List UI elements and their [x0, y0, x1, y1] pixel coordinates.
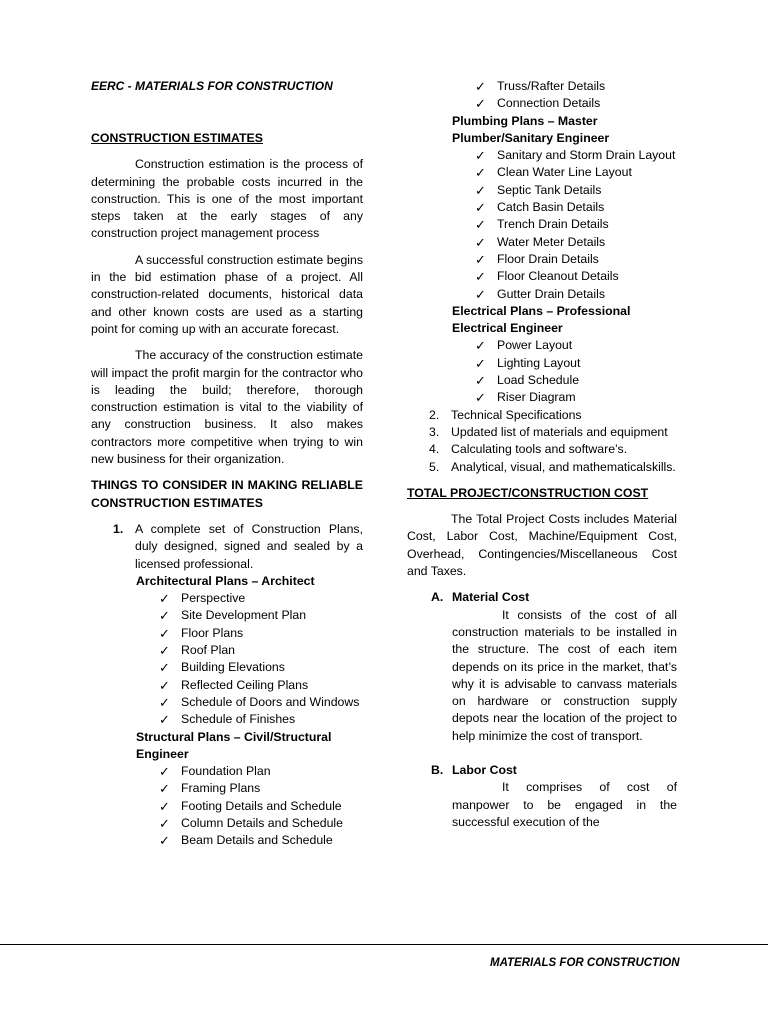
checklist-item [407, 268, 677, 285]
check-mark-icon: ✓ [475, 390, 486, 406]
checklist-item-text: Catch Basin Details [497, 200, 605, 215]
checklist-item [91, 659, 363, 676]
check-mark-icon: ✓ [159, 694, 170, 710]
numbered-item [407, 459, 677, 476]
checklist-item-text: Power Layout [497, 338, 573, 353]
checklist-item [91, 832, 363, 849]
checklist-item [407, 251, 677, 268]
paragraph-labor-cost: It comprises of cost of manpower to be engaged in the successful execution of the [452, 780, 677, 829]
checklist-item [91, 607, 363, 624]
subheading-title: Material Cost [452, 590, 530, 605]
checklist-item [91, 590, 363, 607]
checklist-architectural [91, 590, 363, 728]
checklist-item-text: Beam Details and Schedule [181, 833, 333, 848]
checklist-item-text: Trench Drain Details [497, 217, 609, 232]
paragraph: A successful construction estimate begins in the bid estimation phase of a project. All construction-related documents, historical data and other known costs are used as a starting point for coming up with an accurate forecast. [91, 252, 363, 336]
checklist-item [407, 372, 677, 389]
subheading-labor-cost [407, 762, 677, 779]
checklist-item [407, 216, 677, 233]
check-mark-icon: ✓ [475, 96, 486, 112]
checklist-item-text: Column Details and Schedule [181, 815, 344, 830]
checklist-item [407, 355, 677, 372]
numbered-item [407, 441, 677, 458]
check-mark-icon: ✓ [159, 781, 170, 797]
checklist-item-text: Clean Water Line Layout [497, 165, 632, 180]
check-mark-icon: ✓ [475, 148, 486, 164]
checklist-item-text: Sanitary and Storm Drain Layout [497, 148, 676, 163]
paragraph-material-cost: It consists of the cost of all construction materials to be installed in the structure. The cost of each item depends on its price in the market, that’s why it is advisable to canvass materials on hardware or construction supply depots near the location of the project to help minimize the cost of transport. [452, 607, 677, 743]
check-mark-icon: ✓ [159, 625, 170, 641]
checklist-item-text: Load Schedule [497, 373, 580, 388]
numbered-item-1 [91, 521, 363, 573]
check-mark-icon: ✓ [475, 79, 486, 94]
check-mark-icon: ✓ [475, 251, 486, 267]
checklist-item [91, 780, 363, 797]
check-mark-icon: ✓ [475, 200, 486, 216]
page-footer: MATERIALS FOR CONSTRUCTION [490, 957, 680, 969]
checklist-item-text: Connection Details [497, 96, 601, 111]
numbered-list [407, 407, 677, 476]
check-mark-icon: ✓ [475, 234, 486, 250]
check-mark-icon: ✓ [475, 355, 486, 371]
checklist-item [407, 389, 677, 406]
checklist-item-text: Floor Plans [181, 625, 244, 640]
checklist-item [407, 78, 677, 95]
item-text: Updated list of materials and equipment [451, 424, 668, 439]
plan-heading-structural: Structural Plans – Civil/Structural Engineer [136, 729, 332, 761]
page-header: EERC - MATERIALS FOR CONSTRUCTION [91, 79, 333, 93]
item-text: Analytical, visual, and mathematicalskills. [451, 459, 676, 474]
checklist-item [407, 234, 677, 251]
checklist-item [407, 182, 677, 199]
paragraph: The Total Project Costs includes Material Cost, Labor Cost, Machine/Equipment Cost, Overhead, Contingencies/Miscellaneous Cost and Taxes. [407, 512, 677, 579]
plan-heading-electrical: Electrical Plans – Professional Electrical Engineer [452, 303, 631, 336]
numbered-item [407, 407, 677, 424]
subheading-letter: A. [431, 590, 444, 605]
checklist-structural [91, 763, 363, 849]
check-mark-icon: ✓ [475, 182, 486, 198]
section-title-construction-estimates: CONSTRUCTION ESTIMATES [91, 131, 263, 145]
checklist-plumbing [407, 147, 677, 303]
checklist-item-text: Foundation Plan [181, 764, 271, 779]
checklist-item [407, 95, 677, 112]
section-title-total-cost: TOTAL PROJECT/CONSTRUCTION COST [407, 485, 649, 500]
checklist-electrical [407, 337, 677, 406]
left-column [91, 130, 363, 850]
checklist-item-text: Footing Details and Schedule [181, 798, 342, 813]
checklist-item [91, 642, 363, 659]
check-mark-icon: ✓ [475, 286, 486, 302]
check-mark-icon: ✓ [159, 815, 170, 831]
checklist-item-text: Site Development Plan [181, 608, 307, 623]
check-mark-icon: ✓ [159, 608, 170, 624]
check-mark-icon: ✓ [475, 373, 486, 389]
item-number: 3. [429, 424, 440, 439]
check-mark-icon: ✓ [159, 677, 170, 693]
section-title-things-to-consider: THINGS TO CONSIDER IN MAKING RELIABLE CONSTRUCTION ESTIMATES [91, 478, 363, 510]
checklist-item-text: Floor Drain Details [497, 251, 599, 266]
subheading-letter: B. [431, 762, 444, 777]
checklist-structural-continued [407, 78, 677, 113]
check-mark-icon: ✓ [475, 338, 486, 354]
item-text: A complete set of Construction Plans, duly designed, signed and sealed by a licensed professional. [135, 521, 363, 571]
subheading-title: Labor Cost [452, 762, 517, 777]
checklist-item-text: Schedule of Doors and Windows [181, 694, 360, 709]
item-number: 4. [429, 442, 440, 457]
numbered-item [407, 424, 677, 441]
checklist-item [407, 147, 677, 164]
checklist-item [407, 164, 677, 181]
checklist-item-text: Septic Tank Details [497, 182, 602, 197]
checklist-item-text: Roof Plan [181, 643, 236, 658]
item-number: 1. [113, 521, 124, 536]
item-number: 5. [429, 459, 440, 474]
check-mark-icon: ✓ [159, 660, 170, 676]
plan-heading-plumbing: Plumbing Plans – Master Plumber/Sanitary Engineer [452, 113, 610, 145]
checklist-item [91, 625, 363, 642]
right-column [407, 78, 677, 831]
checklist-item-text: Schedule of Finishes [181, 712, 296, 727]
check-mark-icon: ✓ [159, 643, 170, 659]
checklist-item-text: Perspective [181, 591, 246, 606]
checklist-item [407, 337, 677, 354]
paragraph: Construction estimation is the process of determining the probable costs incurred in the construction. This is one of the most important steps taken at the early stages of any construction project management process [91, 157, 363, 241]
check-mark-icon: ✓ [159, 591, 170, 607]
check-mark-icon: ✓ [159, 712, 170, 728]
checklist-item-text: Framing Plans [181, 781, 261, 796]
checklist-item [91, 694, 363, 711]
check-mark-icon: ✓ [475, 217, 486, 233]
checklist-item-text: Reflected Ceiling Plans [181, 677, 309, 692]
check-mark-icon: ✓ [159, 764, 170, 780]
checklist-item-text: Lighting Layout [497, 355, 581, 370]
item-text: Calculating tools and software’s. [451, 442, 628, 457]
checklist-item-text: Riser Diagram [497, 390, 576, 405]
checklist-item-text: Floor Cleanout Details [497, 269, 619, 284]
subheading-material-cost [407, 589, 677, 606]
checklist-item [91, 798, 363, 815]
checklist-item [407, 199, 677, 216]
checklist-item-text: Building Elevations [181, 660, 285, 675]
paragraph: The accuracy of the construction estimate will impact the profit margin for the contractor who is leading the build; therefore, thorough construction estimation is vital to the viability of any construction business. It also makes contractors more competitive when trying to win new business for their organization. [91, 348, 363, 467]
checklist-item [407, 286, 677, 303]
checklist-item [91, 677, 363, 694]
checklist-item-text: Water Meter Details [497, 234, 606, 249]
check-mark-icon: ✓ [475, 269, 486, 285]
checklist-item [91, 711, 363, 728]
checklist-item-text: Gutter Drain Details [497, 286, 605, 301]
item-number: 2. [429, 407, 440, 422]
checklist-item [91, 763, 363, 780]
footer-divider [0, 944, 768, 945]
plan-heading-architectural: Architectural Plans – Architect [136, 573, 315, 588]
checklist-item-text: Truss/Rafter Details [497, 79, 606, 93]
check-mark-icon: ✓ [159, 798, 170, 814]
item-text: Technical Specifications [451, 407, 582, 422]
check-mark-icon: ✓ [159, 833, 170, 849]
check-mark-icon: ✓ [475, 165, 486, 181]
checklist-item [91, 815, 363, 832]
